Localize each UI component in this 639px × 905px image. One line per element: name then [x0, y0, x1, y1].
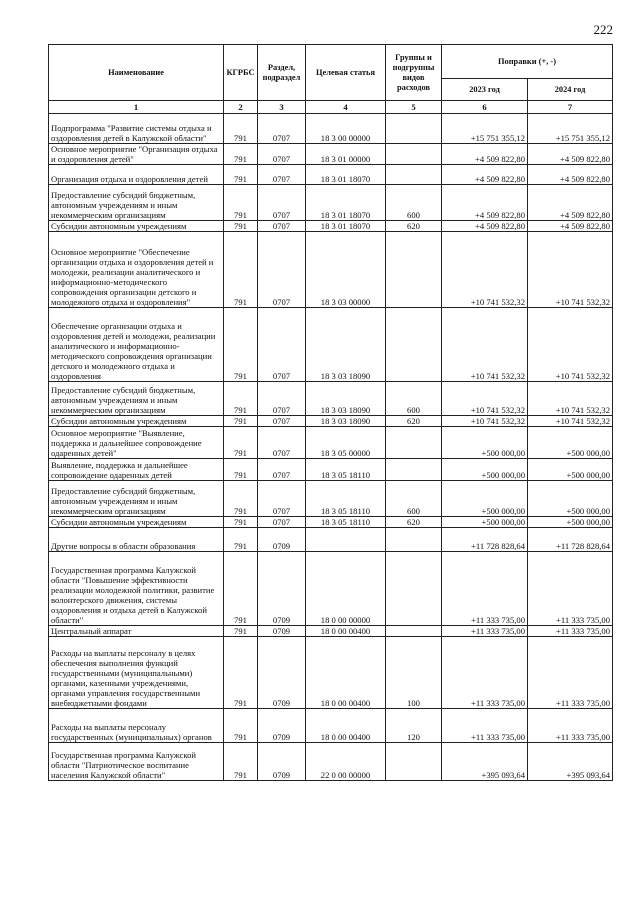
column-number: 7	[528, 101, 613, 114]
row-target: 18 3 05 18110	[306, 517, 386, 528]
row-section: 0707	[258, 517, 306, 528]
row-group	[386, 552, 442, 626]
table-row	[49, 232, 613, 308]
row-target: 18 3 01 00000	[306, 144, 386, 165]
row-group	[386, 144, 442, 165]
row-kgrbs: 791	[224, 232, 258, 308]
budget-amendments-table	[48, 44, 613, 781]
row-kgrbs: 791	[224, 382, 258, 416]
row-group	[386, 743, 442, 781]
row-2023: +11 333 735,00	[442, 637, 528, 709]
column-number-row	[49, 101, 613, 114]
row-group	[386, 308, 442, 382]
column-number: 2	[224, 101, 258, 114]
row-group: 600	[386, 382, 442, 416]
row-kgrbs: 791	[224, 427, 258, 459]
row-group	[386, 528, 442, 552]
row-target: 22 0 00 00000	[306, 743, 386, 781]
row-2023: +500 000,00	[442, 481, 528, 517]
row-target: 18 3 03 00000	[306, 232, 386, 308]
row-2023: +10 741 532,32	[442, 308, 528, 382]
row-name: Основное мероприятие "Организация отдыха и оздоровления детей"	[49, 144, 224, 165]
row-kgrbs: 791	[224, 743, 258, 781]
row-2024: +500 000,00	[528, 459, 613, 481]
row-2024: +4 509 822,80	[528, 165, 613, 185]
row-section: 0707	[258, 232, 306, 308]
row-section: 0707	[258, 165, 306, 185]
row-kgrbs: 791	[224, 459, 258, 481]
row-section: 0707	[258, 221, 306, 232]
row-section: 0709	[258, 637, 306, 709]
row-2023: +10 741 532,32	[442, 416, 528, 427]
row-section: 0707	[258, 481, 306, 517]
row-name: Основное мероприятие "Обеспечение организации отдыха и оздоровления детей и молодежи, реализации аналитического и информационно-методического сопровождения организации детского и молодежного отдыха и оздоровления"	[49, 232, 224, 308]
table-row	[49, 382, 613, 416]
row-name: Подпрограмма "Развитие системы отдыха и оздоровления детей в Калужской области"	[49, 114, 224, 144]
row-2023: +500 000,00	[442, 517, 528, 528]
row-target: 18 3 01 18070	[306, 221, 386, 232]
column-number: 4	[306, 101, 386, 114]
header-2024: 2024 год	[528, 79, 613, 101]
table-row	[49, 416, 613, 427]
column-number: 5	[386, 101, 442, 114]
row-target: 18 3 05 18110	[306, 481, 386, 517]
header-groups: Группы и подгруппы видов расходов	[386, 45, 442, 101]
table-row	[49, 709, 613, 743]
row-2023: +15 751 355,12	[442, 114, 528, 144]
table-row	[49, 528, 613, 552]
row-group: 620	[386, 416, 442, 427]
row-2024: +15 751 355,12	[528, 114, 613, 144]
row-2024: +4 509 822,80	[528, 221, 613, 232]
row-group	[386, 427, 442, 459]
header-name: Наименование	[49, 45, 224, 101]
row-name: Основное мероприятие "Выявление, поддержка и дальнейшее сопровождение одаренных детей"	[49, 427, 224, 459]
row-kgrbs: 791	[224, 144, 258, 165]
table-row	[49, 626, 613, 637]
row-2024: +4 509 822,80	[528, 185, 613, 221]
row-section: 0709	[258, 709, 306, 743]
row-group	[386, 459, 442, 481]
row-group: 620	[386, 221, 442, 232]
row-name: Выявление, поддержка и дальнейшее сопровождение одаренных детей	[49, 459, 224, 481]
row-name: Предоставление субсидий бюджетным, автономным учреждениям и иным некоммерческим организациям	[49, 185, 224, 221]
row-group: 600	[386, 481, 442, 517]
row-kgrbs: 791	[224, 626, 258, 637]
row-2023: +11 333 735,00	[442, 552, 528, 626]
row-target: 18 3 00 00000	[306, 114, 386, 144]
row-target: 18 3 05 00000	[306, 427, 386, 459]
row-2024: +395 093,64	[528, 743, 613, 781]
row-target: 18 3 03 18090	[306, 416, 386, 427]
row-section: 0707	[258, 427, 306, 459]
row-2023: +10 741 532,32	[442, 382, 528, 416]
row-section: 0709	[258, 626, 306, 637]
row-2024: +4 509 822,80	[528, 144, 613, 165]
row-2024: +10 741 532,32	[528, 232, 613, 308]
row-section: 0707	[258, 114, 306, 144]
row-name: Обеспечение организации отдыха и оздоровления детей и молодежи, реализации аналитического и информационно-методического сопровождения организации детского и молодежного отдыха и оздоровления	[49, 308, 224, 382]
row-2024: +11 333 735,00	[528, 552, 613, 626]
row-target: 18 0 00 00000	[306, 552, 386, 626]
row-target: 18 0 00 00400	[306, 709, 386, 743]
row-2023: +4 509 822,80	[442, 221, 528, 232]
table-row	[49, 427, 613, 459]
row-2024: +11 333 735,00	[528, 709, 613, 743]
row-section: 0709	[258, 743, 306, 781]
row-2024: +11 333 735,00	[528, 637, 613, 709]
table-row	[49, 114, 613, 144]
row-group	[386, 165, 442, 185]
header-section: Раздел, подраздел	[258, 45, 306, 101]
row-group	[386, 626, 442, 637]
row-kgrbs: 791	[224, 416, 258, 427]
row-name: Расходы на выплаты персоналу в целях обеспечения выполнения функций государственными (муниципальными) органами, казенными учреждениями, органами управления государственными внебюджетными фондами	[49, 637, 224, 709]
row-2023: +11 333 735,00	[442, 626, 528, 637]
row-section: 0709	[258, 528, 306, 552]
row-kgrbs: 791	[224, 165, 258, 185]
row-2023: +10 741 532,32	[442, 232, 528, 308]
table-row	[49, 743, 613, 781]
header-kgrbs: КГРБС	[224, 45, 258, 101]
row-target: 18 3 01 18070	[306, 185, 386, 221]
column-number: 1	[49, 101, 224, 114]
row-name: Другие вопросы в области образования	[49, 528, 224, 552]
column-number: 3	[258, 101, 306, 114]
table-row	[49, 637, 613, 709]
row-target: 18 3 05 18110	[306, 459, 386, 481]
row-target: 18 3 03 18090	[306, 382, 386, 416]
row-name: Предоставление субсидий бюджетным, автономным учреждениям и иным некоммерческим организациям	[49, 382, 224, 416]
page-number: 222	[593, 22, 613, 37]
row-2023: +4 509 822,80	[442, 144, 528, 165]
row-kgrbs: 791	[224, 709, 258, 743]
row-2023: +395 093,64	[442, 743, 528, 781]
row-group	[386, 114, 442, 144]
row-name: Расходы на выплаты персоналу государственных (муниципальных) органов	[49, 709, 224, 743]
table-row	[49, 185, 613, 221]
row-name: Субсидии автономным учреждениям	[49, 416, 224, 427]
row-section: 0707	[258, 416, 306, 427]
row-kgrbs: 791	[224, 528, 258, 552]
row-kgrbs: 791	[224, 552, 258, 626]
header-target: Целевая статья	[306, 45, 386, 101]
row-kgrbs: 791	[224, 637, 258, 709]
row-target: 18 0 00 00400	[306, 637, 386, 709]
row-2024: +500 000,00	[528, 481, 613, 517]
row-section: 0707	[258, 144, 306, 165]
row-kgrbs: 791	[224, 185, 258, 221]
row-name: Организация отдыха и оздоровления детей	[49, 165, 224, 185]
row-2023: +4 509 822,80	[442, 165, 528, 185]
row-group	[386, 232, 442, 308]
row-target: 18 3 01 18070	[306, 165, 386, 185]
row-2024: +500 000,00	[528, 517, 613, 528]
row-2023: +4 509 822,80	[442, 185, 528, 221]
table-row	[49, 552, 613, 626]
row-target: 18 0 00 00400	[306, 626, 386, 637]
row-group: 100	[386, 637, 442, 709]
row-kgrbs: 791	[224, 221, 258, 232]
row-name: Центральный аппарат	[49, 626, 224, 637]
row-name: Государственная программа Калужской области "Патриотическое воспитание населения Калужской области"	[49, 743, 224, 781]
row-group: 620	[386, 517, 442, 528]
row-kgrbs: 791	[224, 517, 258, 528]
row-target: 18 3 03 18090	[306, 308, 386, 382]
row-2024: +10 741 532,32	[528, 416, 613, 427]
header-amendments: Поправки (+, -)	[442, 45, 613, 79]
row-2023: +500 000,00	[442, 427, 528, 459]
table-row	[49, 308, 613, 382]
row-section: 0707	[258, 308, 306, 382]
column-number: 6	[442, 101, 528, 114]
table-row	[49, 144, 613, 165]
row-kgrbs: 791	[224, 114, 258, 144]
row-2024: +10 741 532,32	[528, 382, 613, 416]
table-row	[49, 459, 613, 481]
row-2023: +500 000,00	[442, 459, 528, 481]
table-row	[49, 481, 613, 517]
row-name: Предоставление субсидий бюджетным, автономным учреждениям и иным некоммерческим организациям	[49, 481, 224, 517]
row-2024: +10 741 532,32	[528, 308, 613, 382]
row-name: Государственная программа Калужской области "Повышение эффективности реализации молодежной политики, развитие волонтерского движения, системы оздоровления и отдыха детей в Калужской области"	[49, 552, 224, 626]
row-kgrbs: 791	[224, 481, 258, 517]
row-section: 0707	[258, 459, 306, 481]
row-section: 0707	[258, 185, 306, 221]
row-2023: +11 728 828,64	[442, 528, 528, 552]
row-section: 0707	[258, 382, 306, 416]
row-2023: +11 333 735,00	[442, 709, 528, 743]
row-name: Субсидии автономным учреждениям	[49, 517, 224, 528]
row-kgrbs: 791	[224, 308, 258, 382]
row-2024: +500 000,00	[528, 427, 613, 459]
row-group: 120	[386, 709, 442, 743]
row-target	[306, 528, 386, 552]
row-2024: +11 333 735,00	[528, 626, 613, 637]
table-row	[49, 165, 613, 185]
table-row	[49, 517, 613, 528]
row-2024: +11 728 828,64	[528, 528, 613, 552]
row-name: Субсидии автономным учреждениям	[49, 221, 224, 232]
header-2023: 2023 год	[442, 79, 528, 101]
row-section: 0709	[258, 552, 306, 626]
row-group: 600	[386, 185, 442, 221]
table-row	[49, 221, 613, 232]
